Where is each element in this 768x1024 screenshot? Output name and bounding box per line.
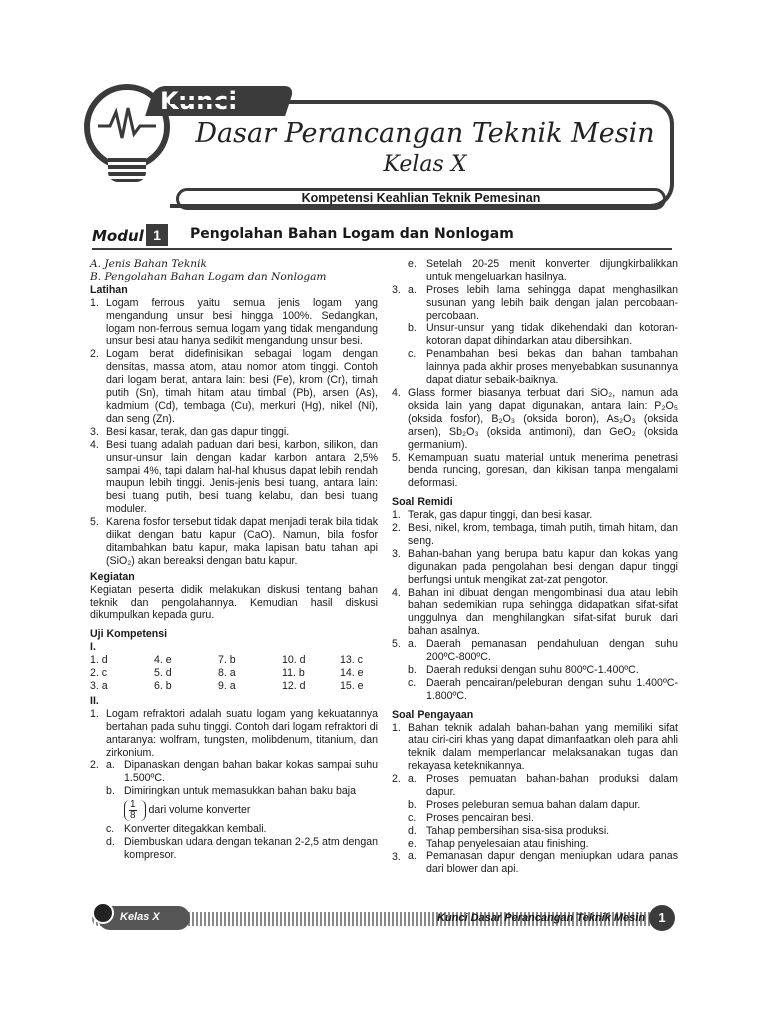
sub-item: a. Proses lebih lama sehingga dapat menghasilkan susunan yang lebih baik dengan jalan percobaan-percobaan.	[408, 283, 678, 322]
answer-key: 6. b	[154, 680, 172, 692]
item-number: 1.	[392, 509, 401, 522]
item-number: 4.	[90, 438, 99, 451]
item-text: Bahan ini dibuat dengan mengombinasi dua atau lebih bahan sedemikian rupa sehingga didapatkan sifat-sifat unggulnya dan menghilangkan sifat-sifat buruk dari bahan asalnya.	[408, 586, 678, 638]
lightbulb-base-icon	[108, 158, 146, 182]
divider	[92, 248, 672, 250]
sub-item: b. Proses peleburan semua bahan dalam dapur.	[408, 798, 641, 811]
latihan-list	[90, 297, 378, 568]
answer-key: 8. a	[218, 667, 236, 680]
list-item	[90, 439, 378, 516]
sub-item: a. Pemanasan dapur dengan meniupkan udara panas dari blower dan api.	[408, 850, 678, 876]
sub-item: a. Proses pemuatan bahan-bahan produksi dalam dapur.	[408, 773, 678, 798]
sub-list	[392, 638, 678, 703]
answer-key: 12. d	[282, 680, 306, 692]
sub-list	[392, 773, 678, 850]
item-number: 4.	[392, 586, 401, 599]
answer-key: 4. e	[154, 654, 172, 667]
kompetensi-text: Kompetensi Keahlian Teknik Pemesinan	[301, 191, 541, 205]
pengayaan-heading: Soal Pengayaan	[392, 708, 474, 721]
list-item	[90, 426, 378, 439]
roman-two: II.	[90, 694, 99, 707]
list-item: 1. Bahan teknik adalah bahan-bahan yang memiliki sifat atau ciri-ciri khas yang dapat dimanfaatkan oleh para ahli teknik dalam memperlancar melaksanakan tugas dan rekayasa keteknikannya.	[392, 721, 678, 773]
fraction-text: dari volume konverter	[148, 804, 251, 817]
list-item: 3.	[392, 850, 401, 863]
item-text: Besi, nikel, krom, tembaga, timah putih, timah hitam, dan seng.	[408, 522, 678, 547]
fraction: $\frac{1}{8}$	[124, 800, 146, 821]
list-item: 2.	[392, 773, 401, 786]
list-item	[392, 548, 678, 587]
left-column	[90, 258, 378, 862]
answer-key: 14. e	[340, 667, 364, 680]
latihan-heading: Latihan	[90, 283, 128, 296]
item-text: Logam ferrous yaitu semua jenis logam yang mengandung unsur besi hingga 100%. Sedangkan, logam non-ferrous semua logam yang tidak mengandung unsur besi atau hanya sedikit mengandung unsur besi.	[106, 296, 378, 348]
answer-key: 5. d	[154, 667, 172, 680]
list-item: 2.	[90, 759, 99, 772]
fraction-line	[90, 800, 378, 821]
sub-item: e. Tahap penyelesaian atau finishing.	[408, 837, 589, 850]
roman-one: I.	[90, 641, 96, 654]
sub-item: b. Daerah reduksi dengan suhu 800ºC-1.400ºC.	[408, 663, 639, 676]
remidi-heading: Soal Remidi	[392, 496, 453, 509]
right-column	[392, 258, 678, 876]
footer-bulb-icon	[92, 902, 114, 924]
answer-key: 13. c	[340, 654, 363, 667]
list-item	[90, 516, 378, 568]
sub-item: d. Diembuskan udara dengan tekanan 2-2,5 atm dengan kompresor.	[106, 835, 378, 861]
sub-item: e. Setelah 20-25 menit konverter dijungkirbalikkan untuk mengeluarkan hasilnya.	[408, 258, 678, 283]
answer-key: 15. e	[340, 680, 364, 692]
list-item: 4. Glass former biasanya terbuat dari SiO₂, namun ada oksida lain yang dapat digunakan, antara lain: P₂O₅ (oksida fosfor), B₂O₃ (oksida boron), As₂O₃ (oksida arsen), Sb₂O₃ (oksida antimoni), dan GeO₂ (oksida germanium).	[392, 386, 678, 451]
answer-key: 3. a	[90, 680, 108, 692]
sub-item: b. Unsur-unsur yang tidak dikehendaki dan kotoran-kotoran dapat dihindarkan atau dibersihkan.	[408, 322, 678, 348]
answer-key: 7. b	[218, 654, 236, 667]
modul-title: Pengolahan Bahan Logam dan Nonlogam	[190, 226, 514, 242]
list-item	[392, 522, 678, 548]
answer-key: 9. a	[218, 680, 236, 692]
answer-key: 1. d	[90, 654, 108, 667]
sub-item: c. Daerah pencairan/peleburan dengan suhu 1.400ºC-1.800ºC.	[408, 676, 678, 702]
sub-item: a. Dipanaskan dengan bahan bakar kokas sampai suhu 1.500ºC.	[106, 759, 378, 785]
kelas-label: Kelas X	[383, 152, 467, 177]
item-text: Terak, gas dapur tinggi, dan besi kasar.	[408, 509, 593, 522]
page-number: 1	[649, 905, 675, 931]
kegiatan-text: Kegiatan peserta didik melakukan diskusi tentang bahan teknik dan pengolahannya. Kemudian hasil diskusi dikumpulkan kepada guru.	[90, 583, 378, 622]
sub-item: b. Dimiringkan untuk memasukkan bahan baku baja	[106, 785, 357, 798]
modul-number: 1	[146, 224, 168, 246]
book-title: Dasar Perancangan Teknik Mesin	[195, 118, 655, 149]
list-item	[90, 297, 378, 349]
item-text: Besi tuang adalah paduan dari besi, karbon, silikon, dan unsur-unsur lain dengan kadar karbon antara 2,5% sampai 4%, tapi dalam hal-hal khusus dapat lebih rendah maupun lebih tinggi. Jenis-jenis besi tuang, antara lain: besi tuang putih, besi tuang kelabu, dan besi tuang moduler.	[106, 438, 378, 516]
sub-item: c. Proses pencairan besi.	[408, 811, 534, 824]
item-number: 2.	[392, 522, 401, 535]
sub-list	[392, 850, 678, 876]
list-item: 3.	[392, 283, 401, 296]
sub-item: c. Konverter ditegakkan kembali.	[106, 823, 267, 836]
item-number: 5.	[90, 516, 99, 529]
kegiatan-heading: Kegiatan	[90, 570, 135, 583]
kunci-badge: Kunci	[160, 87, 238, 115]
item-number: 2.	[90, 348, 99, 361]
sub-item: d. Tahap pembersihan sisa-sisa produksi.	[408, 824, 610, 837]
footer-book-title: Kunci Dasar Perancangan Teknik Mesin	[437, 912, 646, 924]
answer-key: 10. d	[282, 654, 306, 667]
uji-heading: Uji Kompetensi	[90, 628, 168, 641]
remidi-list	[392, 509, 678, 638]
modul-label: Modul	[92, 227, 144, 245]
answer-key: 2. c	[90, 667, 108, 680]
section-b-heading: B. Pengolahan Bahan Logam dan Nonlogam	[90, 270, 327, 283]
list-item	[392, 509, 678, 522]
item-number: 3.	[392, 547, 401, 560]
item-text: Logam berat didefinisikan sebagai logam dengan densitas, massa atom, atau nomor atom tinggi. Contoh dari logam berat, antara lain: besi (Fe), krom (Cr), timah putih (Sn), timah hitam atau timbal (Pb), arsen (As), kadmium (Cd), tembaga (Cu), merkuri (Hg), nikel (Ni), dan seng (Zn).	[106, 348, 378, 425]
item-text: Karena fosfor tersebut tidak dapat menjadi terak bila tidak diikat dengan batu kapur (CaO). Namun, bila fosfor ditambahkan batu kapur, maka lapisan batu tahan api (SiO₂) akan bereaksi dengan batu kapur.	[106, 516, 378, 567]
sub-list	[392, 284, 678, 387]
item-number: 1.	[90, 296, 99, 309]
list-item: 5. Kemampuan suatu material untuk menerima penetrasi benda runcing, goresan, dan kikisan tanpa mengalami deformasi.	[392, 451, 678, 490]
section-a-heading: A. Jenis Bahan Teknik	[90, 258, 207, 270]
sub-list	[90, 759, 378, 861]
answer-grid	[90, 654, 378, 693]
list-item: 5.	[392, 638, 401, 651]
list-item	[90, 348, 378, 425]
list-item: 1. Logam refraktori adalah suatu logam yang kekuatannya bertahan pada suhu tinggi. Contoh dari logam refraktori di antaranya: wolfram, tungsten, molibdenum, titanium, dan zirkonium.	[90, 707, 378, 759]
sub-item: a. Daerah pemanasan pendahuluan dengan suhu 200ºC-800ºC.	[408, 638, 678, 663]
item-number: 3.	[90, 425, 99, 438]
list-item	[392, 587, 678, 639]
item-text: Bahan-bahan yang berupa batu kapur dan kokas yang digunakan pada pengolahan besi dengan dapur tinggi berfungsi untuk mengikat zat-zat pengotor.	[408, 547, 678, 586]
answer-key: 11. b	[282, 667, 305, 680]
footer-kelas: Kelas X	[120, 911, 160, 923]
sub-item: c. Penambahan besi bekas dan bahan tambahan lainnya pada akhir proses menyebabkan susunannya dapat diatur sebaik-baiknya.	[408, 348, 678, 387]
item-text: Besi kasar, terak, dan gas dapur tinggi.	[106, 425, 290, 438]
